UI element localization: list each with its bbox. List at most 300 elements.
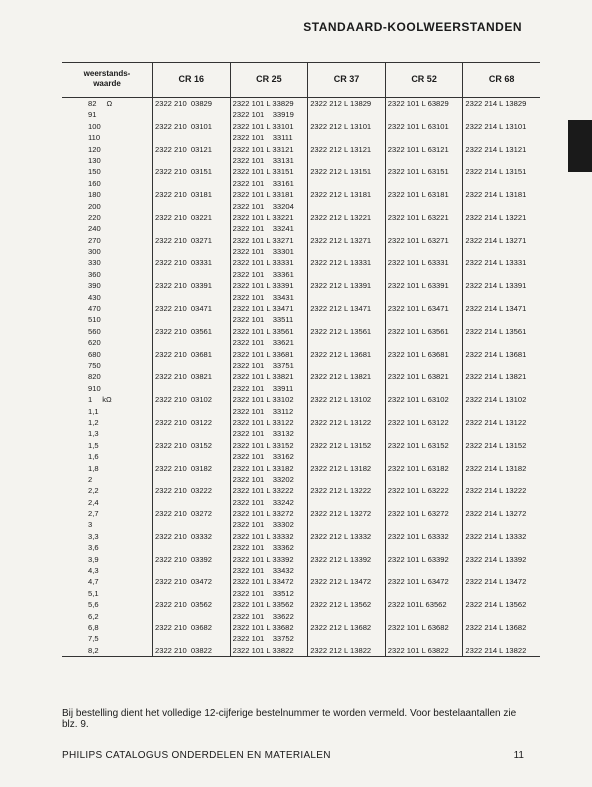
value-number: 120 <box>88 144 101 154</box>
type-number-cell: 2322 101 L 63122 <box>387 417 449 427</box>
type-number-cell <box>386 474 463 485</box>
type-number-cell <box>308 474 385 485</box>
type-number-cell <box>386 132 463 143</box>
value-number: 620 <box>88 338 101 348</box>
header-cr68: CR 68 <box>462 63 540 97</box>
type-number-cell <box>386 406 463 417</box>
type-number-cell <box>386 246 463 257</box>
type-number-cell: 2322 101 L 63331 <box>387 258 449 268</box>
type-number-cell <box>308 611 385 622</box>
value-number: 100 <box>88 121 101 131</box>
type-number-cell <box>153 542 230 553</box>
type-number-cell: 2322 212 L 13181 <box>310 190 372 200</box>
type-number-cell: 2322 210 03222 <box>155 486 213 496</box>
type-number-cell <box>153 611 230 622</box>
type-number-cell: 2322 214 L 13681 <box>465 349 527 359</box>
type-number-cell: 2322 101 33132 <box>232 429 294 439</box>
type-number-cell <box>308 428 385 439</box>
type-number-cell: 2322 210 03471 <box>155 304 213 314</box>
type-number-cell <box>153 588 230 599</box>
type-number-cell <box>463 223 540 234</box>
type-number-cell: 2322 101 33162 <box>232 452 294 462</box>
value-number: 750 <box>88 360 101 370</box>
type-number-cell: 2322 214 L 13221 <box>465 212 527 222</box>
type-number-cell: 2322 212 L 13152 <box>310 440 372 450</box>
type-number-cell: 2322 210 03271 <box>155 235 213 245</box>
type-number-cell: 2322 101 L 63681 <box>387 349 449 359</box>
type-number-cell: 2322 214 L 13222 <box>465 486 527 496</box>
type-number-cell <box>463 360 540 371</box>
resistor-table <box>62 62 540 657</box>
value-number: 4,3 <box>88 566 99 576</box>
resistance-value <box>62 314 152 325</box>
type-number-cell: 2322 101 33202 <box>232 474 294 484</box>
type-number-cell <box>463 337 540 348</box>
type-number-cell: 2322 212 L 13681 <box>310 349 372 359</box>
type-number-cell: 2322 210 03681 <box>155 349 213 359</box>
type-number-cell <box>153 269 230 280</box>
resistance-value <box>62 383 152 394</box>
type-number-cell: 2322 101 L 33562 <box>232 600 294 610</box>
header-cr16: CR 16 <box>152 63 230 97</box>
type-number-cell: 2322 212 L 13122 <box>310 417 372 427</box>
type-number-cell: 2322 214 L 13101 <box>465 121 527 131</box>
type-number-cell <box>386 314 463 325</box>
type-number-cell <box>386 542 463 553</box>
type-number-cell: 2322 210 03122 <box>155 417 213 427</box>
resistance-value <box>62 212 152 223</box>
value-number: 6,8 <box>88 622 99 632</box>
type-number-cell: 2322 101 L 63181 <box>387 190 449 200</box>
resistance-value <box>62 485 152 496</box>
type-number-cell: 2322 212 L 13562 <box>310 600 372 610</box>
type-number-cell: 2322 212 L 13821 <box>310 372 372 382</box>
column-cr25 <box>230 98 308 656</box>
type-number-cell <box>463 633 540 644</box>
header-weerstandswaarde <box>62 63 152 97</box>
type-number-cell: 2322 101 33911 <box>232 383 294 393</box>
type-number-cell: 2322 101 33431 <box>232 292 294 302</box>
type-number-cell: 2322 212 L 13332 <box>310 531 372 541</box>
type-number-cell <box>386 588 463 599</box>
resistance-value <box>62 519 152 530</box>
resistance-value <box>62 588 152 599</box>
resistance-value <box>62 440 152 451</box>
resistance-value <box>62 508 152 519</box>
value-number: 2,7 <box>88 509 99 519</box>
resistance-value <box>62 463 152 474</box>
type-number-cell: 2322 210 03101 <box>155 121 213 131</box>
value-number: 1,3 <box>88 429 99 439</box>
type-number-cell <box>463 314 540 325</box>
type-number-cell: 2322 101L 63562 <box>387 600 447 610</box>
resistance-value <box>62 576 152 587</box>
resistance-value <box>62 645 152 656</box>
type-number-cell: 2322 210 03561 <box>155 326 213 336</box>
value-number: 3,6 <box>88 543 99 553</box>
type-number-cell <box>463 109 540 120</box>
resistance-value <box>62 349 152 360</box>
value-number: 910 <box>88 383 101 393</box>
resistance-value <box>62 201 152 212</box>
type-number-cell: 2322 214 L 13151 <box>465 167 527 177</box>
type-number-cell <box>386 383 463 394</box>
table-body <box>62 98 540 657</box>
type-number-cell: 2322 101 L 33221 <box>232 212 294 222</box>
value-number: 390 <box>88 281 101 291</box>
type-number-cell: 2322 214 L 13829 <box>465 99 527 108</box>
type-number-cell: 2322 210 03152 <box>155 440 213 450</box>
type-number-cell: 2322 210 03182 <box>155 463 213 473</box>
type-number-cell: 2322 101 L 63392 <box>387 554 449 564</box>
type-number-cell: 2322 212 L 13151 <box>310 167 372 177</box>
resistance-value <box>62 280 152 291</box>
column-values <box>62 98 152 656</box>
type-number-cell <box>308 542 385 553</box>
resistance-value <box>62 497 152 508</box>
type-number-cell <box>308 565 385 576</box>
type-number-cell: 2322 101 33432 <box>232 566 294 576</box>
resistance-value <box>62 189 152 200</box>
type-number-cell: 2322 214 L 13332 <box>465 531 527 541</box>
type-number-cell <box>463 269 540 280</box>
resistance-value <box>62 531 152 542</box>
type-number-cell: 2322 101 L 63821 <box>387 372 449 382</box>
type-number-cell: 2322 101 33512 <box>232 588 294 598</box>
type-number-cell: 2322 101 33112 <box>232 406 294 416</box>
value-number: 820 <box>88 372 101 382</box>
type-number-cell <box>463 155 540 166</box>
value-number: 1,1 <box>88 406 99 416</box>
type-number-cell <box>463 132 540 143</box>
catalog-footer: PHILIPS CATALOGUS ONDERDELEN EN MATERIALEN <box>62 750 331 761</box>
type-number-cell: 2322 214 L 13822 <box>465 645 527 655</box>
type-number-cell: 2322 214 L 13102 <box>465 395 527 405</box>
type-number-cell <box>386 155 463 166</box>
type-number-cell <box>463 542 540 553</box>
value-number: 8,2 <box>88 645 99 655</box>
type-number-cell: 2322 214 L 13562 <box>465 600 527 610</box>
type-number-cell: 2322 212 L 13331 <box>310 258 372 268</box>
type-number-cell <box>386 519 463 530</box>
type-number-cell <box>308 292 385 303</box>
type-number-cell <box>308 314 385 325</box>
type-number-cell: 2322 101 L 33272 <box>232 509 294 519</box>
resistance-value <box>62 155 152 166</box>
value-number: 1,6 <box>88 452 99 462</box>
type-number-cell <box>463 565 540 576</box>
type-number-cell: 2322 101 L 63472 <box>387 577 449 587</box>
value-number: 7,5 <box>88 634 99 644</box>
type-number-cell: 2322 210 03272 <box>155 509 213 519</box>
resistance-value <box>62 132 152 143</box>
value-number: 4,7 <box>88 577 99 587</box>
type-number-cell <box>308 497 385 508</box>
type-number-cell: 2322 101 L 33331 <box>232 258 294 268</box>
type-number-cell: 2322 101 L 63332 <box>387 531 449 541</box>
type-number-cell: 2322 214 L 13182 <box>465 463 527 473</box>
type-number-cell: 2322 101 L 33472 <box>232 577 294 587</box>
type-number-cell: 2322 212 L 13561 <box>310 326 372 336</box>
type-number-cell: 2322 210 03472 <box>155 577 213 587</box>
type-number-cell <box>308 519 385 530</box>
type-number-cell: 2322 101 L 63682 <box>387 622 449 632</box>
type-number-cell <box>308 178 385 189</box>
type-number-cell <box>153 178 230 189</box>
page-title: STANDAARD-KOOLWEERSTANDEN <box>303 20 522 34</box>
type-number-cell: 2322 101 L 63121 <box>387 144 449 154</box>
type-number-cell: 2322 101 L 63182 <box>387 463 449 473</box>
type-number-cell: 2322 101 L 33332 <box>232 531 294 541</box>
type-number-cell: 2322 101 L 63221 <box>387 212 449 222</box>
value-number: 470 <box>88 304 101 314</box>
value-unit: Ω <box>106 99 113 108</box>
type-number-cell: 2322 101 L 33681 <box>232 349 294 359</box>
type-number-cell: 2322 101 L 63272 <box>387 509 449 519</box>
type-number-cell <box>308 155 385 166</box>
type-number-cell <box>308 406 385 417</box>
type-number-cell: 2322 101 33161 <box>232 178 294 188</box>
type-number-cell: 2322 214 L 13121 <box>465 144 527 154</box>
value-number: 3,3 <box>88 531 99 541</box>
type-number-cell <box>153 337 230 348</box>
type-number-cell <box>153 406 230 417</box>
type-number-cell: 2322 101 L 33101 <box>232 121 294 131</box>
type-number-cell: 2322 214 L 13472 <box>465 577 527 587</box>
resistance-value <box>62 109 152 120</box>
resistance-value <box>62 428 152 439</box>
type-number-cell: 2322 101 L 63151 <box>387 167 449 177</box>
header-label: weerstands- waarde <box>83 69 131 88</box>
type-number-cell <box>153 155 230 166</box>
type-number-cell: 2322 101 L 33561 <box>232 326 294 336</box>
value-number: 150 <box>88 167 101 177</box>
type-number-cell: 2322 101 33242 <box>232 497 294 507</box>
type-number-cell: 2322 214 L 13122 <box>465 417 527 427</box>
type-number-cell: 2322 214 L 13682 <box>465 622 527 632</box>
type-number-cell: 2322 101 33919 <box>232 110 294 120</box>
type-number-cell: 2322 214 L 13272 <box>465 509 527 519</box>
type-number-cell: 2322 212 L 13829 <box>310 99 372 108</box>
type-number-cell <box>308 269 385 280</box>
type-number-cell <box>386 633 463 644</box>
header-cr52: CR 52 <box>385 63 463 97</box>
type-number-cell: 2322 101 33361 <box>232 269 294 279</box>
type-number-cell: 2322 212 L 13391 <box>310 281 372 291</box>
page-number: 11 <box>513 750 524 761</box>
value-number: 1,5 <box>88 440 99 450</box>
type-number-cell: 2322 214 L 13391 <box>465 281 527 291</box>
resistance-value <box>62 326 152 337</box>
type-number-cell: 2322 101 33301 <box>232 247 294 257</box>
header-cr25: CR 25 <box>230 63 308 97</box>
type-number-cell <box>308 588 385 599</box>
type-number-cell: 2322 210 03151 <box>155 167 213 177</box>
type-number-cell <box>153 428 230 439</box>
type-number-cell <box>308 633 385 644</box>
type-number-cell <box>463 201 540 212</box>
type-number-cell: 2322 212 L 13221 <box>310 212 372 222</box>
type-number-cell: 2322 101 L 33152 <box>232 440 294 450</box>
type-number-cell: 2322 101 33752 <box>232 634 294 644</box>
type-number-cell: 2322 101 L 33122 <box>232 417 294 427</box>
type-number-cell: 2322 214 L 13471 <box>465 304 527 314</box>
value-number: 6,2 <box>88 611 99 621</box>
type-number-cell: 2322 214 L 13561 <box>465 326 527 336</box>
value-number: 2 <box>88 474 93 484</box>
value-number: 160 <box>88 178 101 188</box>
type-number-cell: 2322 210 03221 <box>155 212 213 222</box>
value-number: 270 <box>88 235 101 245</box>
type-number-cell: 2322 212 L 13682 <box>310 622 372 632</box>
type-number-cell: 2322 212 L 13271 <box>310 235 372 245</box>
type-number-cell <box>386 497 463 508</box>
type-number-cell <box>463 178 540 189</box>
type-number-cell <box>386 292 463 303</box>
type-number-cell <box>153 292 230 303</box>
type-number-cell: 2322 101 L 33822 <box>232 645 294 655</box>
type-number-cell <box>308 201 385 212</box>
type-number-cell <box>153 474 230 485</box>
resistance-value <box>62 622 152 633</box>
type-number-cell: 2322 210 03102 <box>155 395 213 405</box>
value-unit: kΩ <box>102 395 112 405</box>
value-number: 560 <box>88 326 101 336</box>
type-number-cell <box>463 428 540 439</box>
resistance-value <box>62 166 152 177</box>
type-number-cell: 2322 214 L 13271 <box>465 235 527 245</box>
value-number: 5,1 <box>88 588 99 598</box>
section-tab-marker <box>568 120 592 172</box>
type-number-cell: 2322 101 33511 <box>232 315 294 325</box>
type-number-cell <box>308 451 385 462</box>
type-number-cell: 2322 214 L 13181 <box>465 190 527 200</box>
resistance-value <box>62 178 152 189</box>
type-number-cell: 2322 210 03392 <box>155 554 213 564</box>
type-number-cell <box>386 428 463 439</box>
type-number-cell: 2322 101 33622 <box>232 611 294 621</box>
type-number-cell: 2322 101 L 63391 <box>387 281 449 291</box>
value-number: 330 <box>88 258 101 268</box>
type-number-cell: 2322 101 L 33682 <box>232 622 294 632</box>
value-number: 300 <box>88 247 101 257</box>
type-number-cell: 2322 212 L 13392 <box>310 554 372 564</box>
resistance-value <box>62 406 152 417</box>
value-number: 91 <box>88 110 97 120</box>
type-number-cell: 2322 101 L 63271 <box>387 235 449 245</box>
type-number-cell <box>153 109 230 120</box>
type-number-cell: 2322 212 L 13182 <box>310 463 372 473</box>
resistance-value <box>62 565 152 576</box>
value-number: 1,8 <box>88 463 99 473</box>
type-number-cell: 2322 101 L 33821 <box>232 372 294 382</box>
resistance-value <box>62 417 152 428</box>
type-number-cell <box>308 383 385 394</box>
type-number-cell <box>308 223 385 234</box>
type-number-cell: 2322 101 L 63829 <box>387 99 449 108</box>
resistance-value <box>62 554 152 565</box>
value-number: 3 <box>88 520 93 530</box>
type-number-cell: 2322 101 L 33222 <box>232 486 294 496</box>
resistance-value <box>62 246 152 257</box>
resistance-value <box>62 542 152 553</box>
type-number-cell: 2322 101 L 63102 <box>387 395 449 405</box>
type-number-cell <box>153 314 230 325</box>
type-number-cell: 2322 101 33302 <box>232 520 294 530</box>
type-number-cell <box>153 246 230 257</box>
value-number: 110 <box>88 133 101 143</box>
ordering-note: Bij bestelling dient het volledige 12-cijferige bestelnummer te worden vermeld. Voor bestelaantallen zie blz. 9. <box>62 708 517 730</box>
type-number-cell <box>386 178 463 189</box>
type-number-cell <box>153 383 230 394</box>
type-number-cell <box>153 633 230 644</box>
type-number-cell <box>153 497 230 508</box>
type-number-cell <box>386 223 463 234</box>
type-number-cell <box>463 519 540 530</box>
type-number-cell <box>386 269 463 280</box>
type-number-cell: 2322 212 L 13471 <box>310 304 372 314</box>
type-number-cell <box>463 474 540 485</box>
type-number-cell <box>153 132 230 143</box>
resistance-value <box>62 98 152 109</box>
value-number: 180 <box>88 190 101 200</box>
type-number-cell: 2322 212 L 13472 <box>310 577 372 587</box>
type-number-cell <box>463 611 540 622</box>
type-number-cell <box>463 451 540 462</box>
value-number: 130 <box>88 155 101 165</box>
type-number-cell <box>386 337 463 348</box>
type-number-cell: 2322 101 L 33392 <box>232 554 294 564</box>
type-number-cell: 2322 101 L 63471 <box>387 304 449 314</box>
resistance-value <box>62 611 152 622</box>
type-number-cell <box>463 497 540 508</box>
type-number-cell <box>153 519 230 530</box>
value-number: 3,9 <box>88 554 99 564</box>
type-number-cell: 2322 212 L 13822 <box>310 645 372 655</box>
type-number-cell <box>308 337 385 348</box>
type-number-cell: 2322 212 L 13101 <box>310 121 372 131</box>
column-cr68 <box>462 98 540 656</box>
type-number-cell <box>153 223 230 234</box>
resistance-value <box>62 474 152 485</box>
type-number-cell: 2322 212 L 13102 <box>310 395 372 405</box>
type-number-cell <box>386 109 463 120</box>
type-number-cell: 2322 101 33621 <box>232 338 294 348</box>
type-number-cell: 2322 210 03821 <box>155 372 213 382</box>
type-number-cell <box>153 360 230 371</box>
type-number-cell: 2322 101 L 63822 <box>387 645 449 655</box>
type-number-cell <box>463 292 540 303</box>
value-number: 1 <box>88 395 93 405</box>
type-number-cell: 2322 214 L 13152 <box>465 440 527 450</box>
type-number-cell: 2322 210 03181 <box>155 190 213 200</box>
type-number-cell: 2322 212 L 13272 <box>310 509 372 519</box>
type-number-cell: 2322 101 L 33391 <box>232 281 294 291</box>
type-number-cell: 2322 210 03391 <box>155 281 213 291</box>
header-cr37: CR 37 <box>307 63 385 97</box>
value-number: 360 <box>88 269 101 279</box>
value-number: 5,6 <box>88 600 99 610</box>
type-number-cell <box>153 201 230 212</box>
resistance-value <box>62 337 152 348</box>
resistance-value <box>62 633 152 644</box>
type-number-cell: 2322 214 L 13331 <box>465 258 527 268</box>
type-number-cell: 2322 101 L 33151 <box>232 167 294 177</box>
type-number-cell <box>463 246 540 257</box>
column-cr52 <box>385 98 463 656</box>
type-number-cell: 2322 101 L 63152 <box>387 440 449 450</box>
type-number-cell: 2322 101 L 33829 <box>232 99 294 108</box>
